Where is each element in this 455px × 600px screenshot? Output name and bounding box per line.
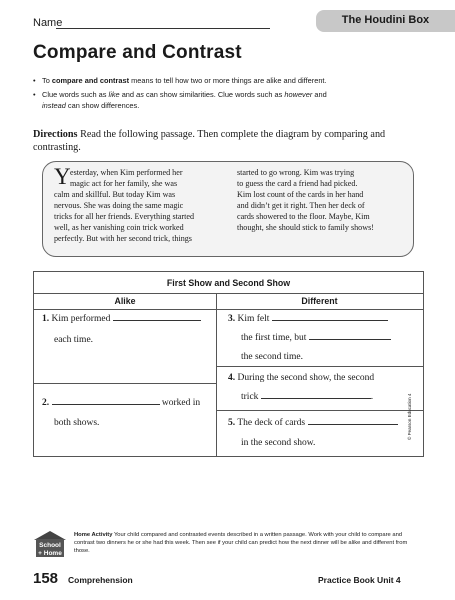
name-line[interactable] xyxy=(56,28,270,29)
blank-2[interactable] xyxy=(52,404,160,405)
copyright: © Pearson Education 4 xyxy=(407,393,412,440)
passage-dropcap: Y xyxy=(54,164,71,189)
passage-right-1: started to go wrong. Kim was trying xyxy=(237,168,355,177)
passage-right-6: thought, she should stick to family shows! xyxy=(237,223,374,232)
passage-left-3: calm and skillful. But today Kim was xyxy=(54,190,176,199)
blank-3b[interactable] xyxy=(309,339,391,340)
passage-right-5: cards showered to the floor. Maybe, Kim xyxy=(237,212,370,221)
passage-left-2: magic act for her family, she was xyxy=(70,179,178,188)
directions: Directions Read the following passage. Then complete the diagram by comparing and contrasting. xyxy=(33,129,386,153)
passage-left-5: tricks for all her friends. Everything started xyxy=(54,212,195,221)
logo-text-bottom: + Home xyxy=(38,550,62,557)
logo-text-top: School xyxy=(39,542,61,549)
passage-right-4: and didn’t get it right. Then her deck of xyxy=(237,201,365,210)
item-4-cont: trick . xyxy=(241,392,374,402)
bullet-2: • Clue words such as like and as can show similarities. Clue words such as however and instead can show differences. xyxy=(33,90,327,110)
passage-left-4: nervous. She was doing the same magic xyxy=(54,201,184,210)
item-3-cont: the first time, but xyxy=(241,333,391,343)
footer-book: Practice Book Unit 4 xyxy=(318,575,401,585)
school-home-logo xyxy=(33,530,67,558)
blank-1[interactable] xyxy=(113,320,201,321)
blank-5[interactable] xyxy=(308,424,398,425)
col-header-alike: Alike xyxy=(114,296,136,306)
passage-right-3: Kim lost count of the cards in her hand xyxy=(237,190,364,199)
item-1-cont: each time. xyxy=(54,335,94,345)
item-2: 2. worked in xyxy=(42,398,201,408)
passage-left-6: well, as her vanishing coin trick worked xyxy=(54,223,184,232)
item-3: 3. Kim felt xyxy=(228,314,388,324)
footer-section: Comprehension xyxy=(68,575,133,585)
item-5-cont: in the second show. xyxy=(241,438,316,448)
item-2-cont: both shows. xyxy=(54,418,100,428)
passage-right-2: to guess the card a friend had picked. xyxy=(237,179,358,188)
name-label: Name xyxy=(33,17,63,29)
home-activity: Home Activity Your child compared and contrasted events described in a written passage. Work with your child to compare and contrast two dinners he or she had this week. Then see if your child can predict how the next dinner will be alike and different from those. xyxy=(74,532,408,555)
page-number: 158 xyxy=(33,570,59,587)
item-1: 1. Kim performed xyxy=(42,314,201,324)
compare-contrast-diagram xyxy=(33,271,424,457)
header-tab-title: The Houdini Box xyxy=(341,14,430,26)
item-4: 4. During the second show, the second xyxy=(228,373,375,383)
blank-3a[interactable] xyxy=(272,320,388,321)
bullet-1: • To compare and contrast means to tell how two or more things are alike and different. xyxy=(33,76,327,85)
item-3-end: the second time. xyxy=(241,352,303,362)
item-5: 5. The deck of cards xyxy=(228,418,398,428)
blank-4[interactable] xyxy=(261,398,371,399)
diagram-title: First Show and Second Show xyxy=(166,278,291,288)
page-title: Compare and Contrast xyxy=(33,42,242,63)
col-header-different: Different xyxy=(301,296,338,306)
passage-left-1: esterday, when Kim performed her xyxy=(70,168,183,177)
passage-left-7: perfectly. But with her second trick, things xyxy=(54,234,192,243)
